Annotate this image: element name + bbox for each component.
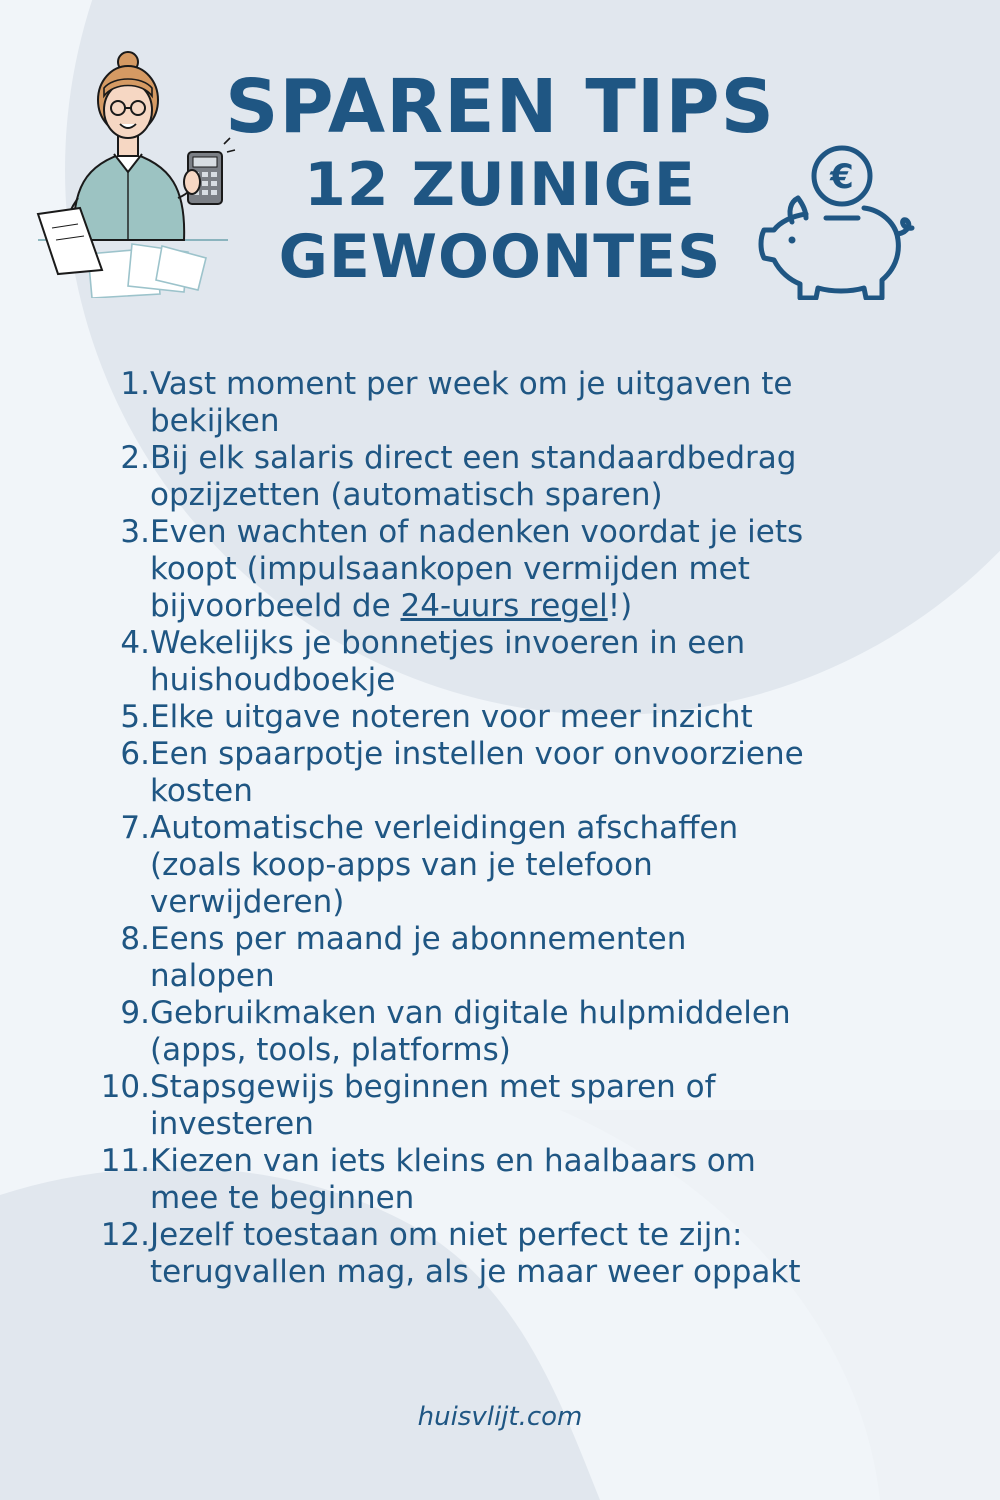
tip-number: 11.: [100, 1143, 150, 1179]
24-uurs-regel-link[interactable]: 24-uurs regel: [400, 588, 608, 624]
tip-text: Automatische verleidingen afschaffen (zoals koop-apps van je telefoon verwijderen): [150, 810, 739, 920]
list-item: [98, 699, 898, 736]
title-line-3: GEWOONTES: [278, 222, 722, 292]
tip-number: 10.: [100, 1069, 150, 1105]
tip-text: Een spaarpotje instellen voor onvoorziene kosten: [150, 736, 804, 809]
tip-number: 7.: [120, 810, 150, 846]
tip-number: 6.: [120, 736, 150, 772]
euro-symbol: €: [830, 157, 854, 197]
tip-number: 1.: [120, 366, 150, 402]
piggy-bank-euro-icon: [752, 140, 922, 300]
list-item: [98, 736, 898, 810]
tip-text: Gebruikmaken van digitale hulpmiddelen (apps, tools, platforms): [150, 995, 791, 1068]
tip-text: [150, 514, 898, 625]
tip-number: 5.: [120, 699, 150, 735]
tip-number: 3.: [120, 514, 150, 550]
title-line-1: SPAREN TIPS: [225, 64, 775, 150]
list-item: [98, 1143, 898, 1217]
tip-number: 2.: [120, 440, 150, 476]
list-item: [98, 995, 898, 1069]
list-item: [98, 1069, 898, 1143]
tip-number: 8.: [120, 921, 150, 957]
list-item: [98, 810, 898, 921]
tip-text-before-link: Even wachten of nadenken voordat je iets koopt (impulsaankopen vermijden met bijvoorbeeld de: [150, 514, 804, 624]
tip-text-after-link: !): [607, 588, 633, 624]
list-item: [98, 921, 898, 995]
tip-text: Kiezen van iets kleins en haalbaars om mee te beginnen: [150, 1143, 756, 1216]
tip-text: Eens per maand je abonnementen nalopen: [150, 921, 687, 994]
tip-text: Jezelf toestaan om niet perfect te zijn: terugvallen mag, als je maar weer oppakt: [150, 1217, 801, 1290]
tip-text: Elke uitgave noteren voor meer inzicht: [150, 699, 753, 735]
footer-site-name: huisvlijt.com: [417, 1402, 583, 1432]
list-item: [98, 514, 898, 625]
tip-number: 12.: [100, 1217, 150, 1253]
tip-text: Bij elk salaris direct een standaardbedrag opzijzetten (automatisch sparen): [150, 440, 797, 513]
tip-number: 9.: [120, 995, 150, 1031]
tip-number: 4.: [120, 625, 150, 661]
tip-text: Stapsgewijs beginnen met sparen of investeren: [150, 1069, 716, 1142]
tips-list: [98, 366, 898, 1291]
title-line-2: 12 ZUINIGE: [304, 150, 696, 220]
list-item: [98, 1217, 898, 1291]
list-item: [98, 440, 898, 514]
list-item: [98, 366, 898, 440]
tip-text: Wekelijks je bonnetjes invoeren in een huishoudboekje: [150, 625, 746, 698]
list-item: [98, 625, 898, 699]
tip-text: Vast moment per week om je uitgaven te bekijken: [150, 366, 793, 439]
